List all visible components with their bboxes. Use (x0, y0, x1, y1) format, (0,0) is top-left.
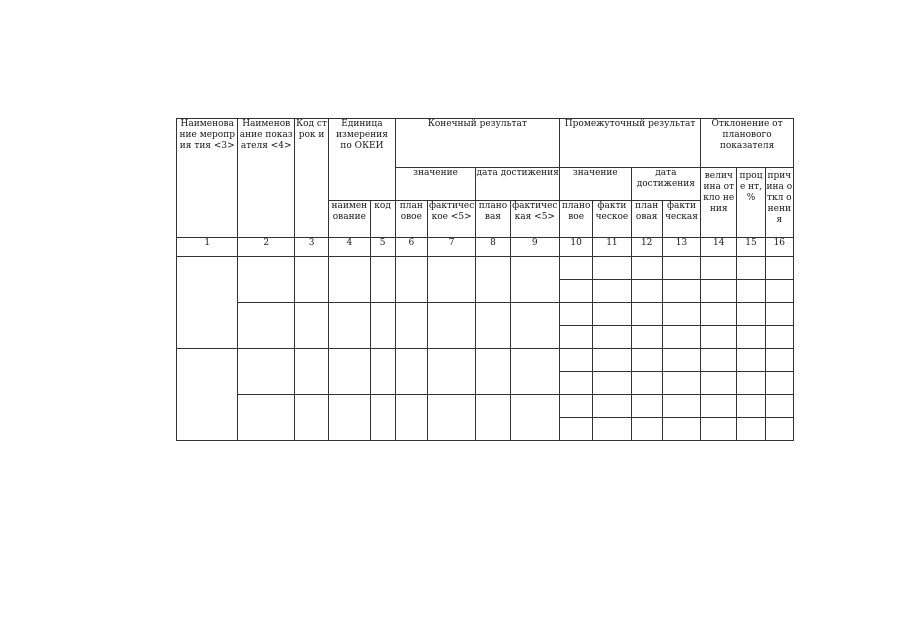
interim-date-plan-cell[interactable] (631, 395, 662, 418)
line-code-cell[interactable] (294, 257, 328, 303)
header-final-result: Конечный результат (395, 119, 559, 168)
deviation-size-cell[interactable] (701, 326, 737, 349)
report-form (176, 118, 794, 441)
column-number: 1 (177, 238, 238, 257)
deviation-size-cell[interactable] (701, 349, 737, 372)
header-final-date-fact: фактичес кая <5> (510, 201, 559, 238)
deviation-size-cell[interactable] (701, 257, 737, 280)
interim-value-fact-cell[interactable] (593, 349, 631, 372)
column-number: 11 (593, 238, 631, 257)
column-number: 14 (701, 238, 737, 257)
interim-value-fact-cell[interactable] (593, 418, 631, 441)
unit-name-cell[interactable] (329, 349, 370, 395)
header-unit-code: код (370, 201, 395, 238)
column-number: 15 (737, 238, 765, 257)
deviation-size-cell[interactable] (701, 395, 737, 418)
indicator-cell[interactable] (238, 395, 294, 441)
results-table (176, 118, 794, 441)
final-value-fact-cell[interactable] (427, 349, 475, 395)
deviation-size-cell[interactable] (701, 303, 737, 326)
interim-value-plan-cell[interactable] (560, 257, 593, 280)
column-number: 2 (238, 238, 294, 257)
header-unit: Единица измерения по ОКЕИ (329, 119, 396, 201)
deviation-percent-cell[interactable] (737, 395, 765, 418)
interim-date-plan-cell[interactable] (631, 372, 662, 395)
final-value-plan-cell[interactable] (395, 257, 427, 303)
indicator-cell[interactable] (238, 349, 294, 395)
deviation-percent-cell[interactable] (737, 326, 765, 349)
table-row (177, 303, 794, 326)
unit-code-cell[interactable] (370, 303, 395, 349)
final-value-plan-cell[interactable] (395, 349, 427, 395)
interim-value-fact-cell[interactable] (593, 280, 631, 303)
interim-value-fact-cell[interactable] (593, 303, 631, 326)
table-row (177, 257, 794, 280)
column-number: 3 (294, 238, 328, 257)
deviation-percent-cell[interactable] (737, 280, 765, 303)
deviation-percent-cell[interactable] (737, 257, 765, 280)
interim-value-fact-cell[interactable] (593, 395, 631, 418)
header-activity-name: Наименова ние мероприя тия <3> (177, 119, 238, 238)
column-number: 5 (370, 238, 395, 257)
table-row (177, 349, 794, 372)
final-date-fact-cell[interactable] (510, 395, 559, 441)
header-deviation-size: велич ина откло нения (701, 168, 737, 238)
column-number: 12 (631, 238, 662, 257)
interim-date-fact-cell[interactable] (662, 280, 700, 303)
header-deviation-percent: проце нт, % (737, 168, 765, 238)
final-date-plan-cell[interactable] (476, 349, 510, 395)
final-date-fact-cell[interactable] (510, 349, 559, 395)
header-interim-date-fact: факти ческая (662, 201, 700, 238)
header-interim-value-plan: плано вое (560, 201, 593, 238)
column-number: 8 (476, 238, 510, 257)
interim-value-plan-cell[interactable] (560, 303, 593, 326)
header-final-value: значение (395, 168, 476, 201)
column-number: 6 (395, 238, 427, 257)
interim-value-plan-cell[interactable] (560, 372, 593, 395)
line-code-cell[interactable] (294, 349, 328, 395)
deviation-percent-cell[interactable] (737, 418, 765, 441)
unit-code-cell[interactable] (370, 257, 395, 303)
interim-date-plan-cell[interactable] (631, 418, 662, 441)
interim-date-fact-cell[interactable] (662, 349, 700, 372)
interim-date-plan-cell[interactable] (631, 349, 662, 372)
interim-value-plan-cell[interactable] (560, 326, 593, 349)
header-interim-value: значение (560, 168, 632, 201)
interim-date-plan-cell[interactable] (631, 326, 662, 349)
deviation-reason-cell[interactable] (765, 303, 793, 326)
header-line-code: Код строк и (294, 119, 328, 238)
deviation-reason-cell[interactable] (765, 326, 793, 349)
header-interim-date-plan: план овая (631, 201, 662, 238)
deviation-reason-cell[interactable] (765, 372, 793, 395)
final-value-fact-cell[interactable] (427, 303, 475, 349)
header-interim-date: дата достижения (631, 168, 701, 201)
header-final-date: дата достижения (476, 168, 560, 201)
deviation-size-cell[interactable] (701, 280, 737, 303)
interim-date-fact-cell[interactable] (662, 372, 700, 395)
final-value-plan-cell[interactable] (395, 395, 427, 441)
final-value-plan-cell[interactable] (395, 303, 427, 349)
header-interim-value-fact: факти ческое (593, 201, 631, 238)
header-final-value-fact: фактичес кое <5> (427, 201, 475, 238)
interim-value-plan-cell[interactable] (560, 418, 593, 441)
interim-value-fact-cell[interactable] (593, 372, 631, 395)
header-unit-name: наимен ование (329, 201, 370, 238)
column-number-row (177, 238, 794, 257)
interim-date-fact-cell[interactable] (662, 395, 700, 418)
deviation-reason-cell[interactable] (765, 418, 793, 441)
column-number: 10 (560, 238, 593, 257)
final-date-fact-cell[interactable] (510, 303, 559, 349)
deviation-percent-cell[interactable] (737, 349, 765, 372)
interim-value-plan-cell[interactable] (560, 349, 593, 372)
column-number: 13 (662, 238, 700, 257)
header-final-value-plan: план овое (395, 201, 427, 238)
column-number: 9 (510, 238, 559, 257)
interim-date-plan-cell[interactable] (631, 280, 662, 303)
interim-value-plan-cell[interactable] (560, 395, 593, 418)
unit-name-cell[interactable] (329, 303, 370, 349)
final-value-fact-cell[interactable] (427, 257, 475, 303)
deviation-reason-cell[interactable] (765, 257, 793, 280)
unit-name-cell[interactable] (329, 395, 370, 441)
header-deviation-reason: прич ина откл онения (765, 168, 793, 238)
interim-value-fact-cell[interactable] (593, 326, 631, 349)
interim-date-fact-cell[interactable] (662, 257, 700, 280)
interim-value-fact-cell[interactable] (593, 257, 631, 280)
final-value-fact-cell[interactable] (427, 395, 475, 441)
deviation-percent-cell[interactable] (737, 372, 765, 395)
interim-date-plan-cell[interactable] (631, 303, 662, 326)
interim-date-plan-cell[interactable] (631, 257, 662, 280)
unit-name-cell[interactable] (329, 257, 370, 303)
deviation-reason-cell[interactable] (765, 349, 793, 372)
indicator-cell[interactable] (238, 303, 294, 349)
line-code-cell[interactable] (294, 303, 328, 349)
header-indicator-name: Наименов ание показателя <4> (238, 119, 294, 238)
deviation-size-cell[interactable] (701, 418, 737, 441)
final-date-plan-cell[interactable] (476, 257, 510, 303)
header-interim-result: Промежуточный результат (560, 119, 701, 168)
indicator-cell[interactable] (238, 257, 294, 303)
deviation-percent-cell[interactable] (737, 303, 765, 326)
line-code-cell[interactable] (294, 395, 328, 441)
deviation-reason-cell[interactable] (765, 280, 793, 303)
final-date-plan-cell[interactable] (476, 395, 510, 441)
final-date-fact-cell[interactable] (510, 257, 559, 303)
interim-date-fact-cell[interactable] (662, 326, 700, 349)
deviation-size-cell[interactable] (701, 372, 737, 395)
column-number: 7 (427, 238, 475, 257)
header-deviation: Отклонение от планового показателя (701, 119, 794, 168)
header-final-date-plan: плано вая (476, 201, 510, 238)
unit-code-cell[interactable] (370, 349, 395, 395)
deviation-reason-cell[interactable] (765, 395, 793, 418)
final-date-plan-cell[interactable] (476, 303, 510, 349)
interim-value-plan-cell[interactable] (560, 280, 593, 303)
interim-date-fact-cell[interactable] (662, 303, 700, 326)
unit-code-cell[interactable] (370, 395, 395, 441)
column-number: 4 (329, 238, 370, 257)
table-row (177, 395, 794, 418)
activity-cell[interactable] (177, 257, 238, 349)
column-number: 16 (765, 238, 793, 257)
activity-cell[interactable] (177, 349, 238, 441)
interim-date-fact-cell[interactable] (662, 418, 700, 441)
